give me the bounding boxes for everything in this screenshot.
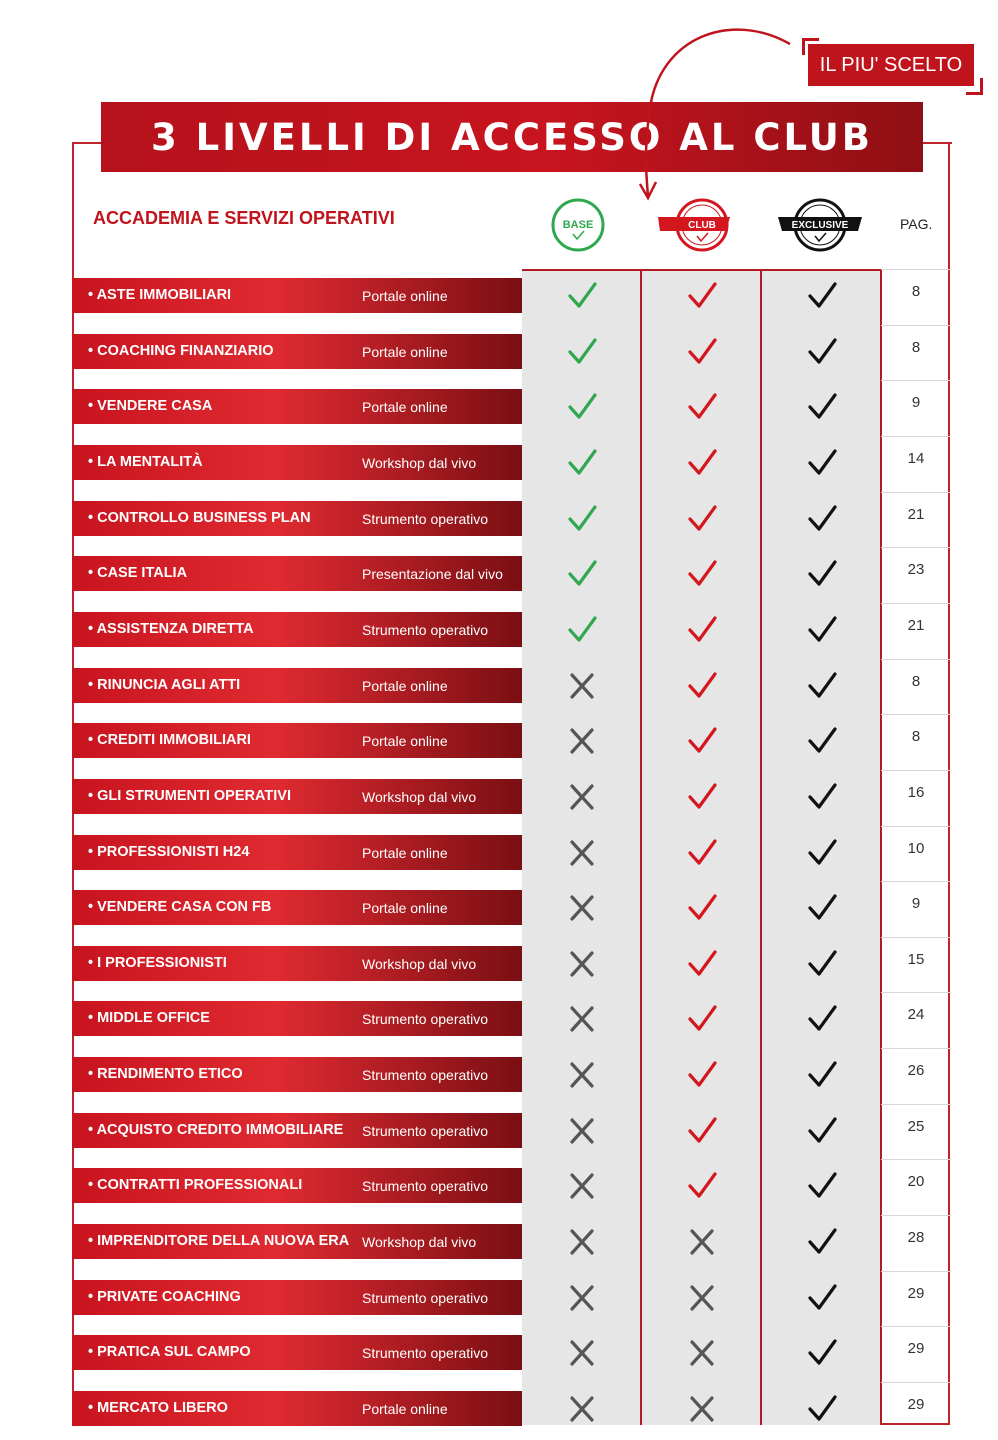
row-page-number: 28 xyxy=(881,1215,951,1270)
row-feature-name: • MIDDLE OFFICE xyxy=(88,1010,210,1027)
check-icon xyxy=(686,1004,718,1034)
check-icon xyxy=(566,615,598,645)
club-cell xyxy=(642,1171,761,1201)
row-feature-name: • PROFESSIONISTI H24 xyxy=(88,843,250,860)
row-page-number: 21 xyxy=(881,492,951,547)
row-page-number: 8 xyxy=(881,714,951,769)
row-page-number: 29 xyxy=(881,1326,951,1381)
check-icon xyxy=(686,838,718,868)
row-feature-name: • RINUNCIA AGLI ATTI xyxy=(88,676,241,693)
row-page-number: 8 xyxy=(881,325,951,380)
table-row xyxy=(72,946,950,981)
row-feature-name: • VENDERE CASA xyxy=(88,398,213,415)
exclusive-cell xyxy=(762,337,881,367)
row-feature-name: • IMPRENDITORE DELLA NUOVA ERA xyxy=(88,1233,350,1250)
check-icon xyxy=(566,281,598,311)
club-cell xyxy=(642,448,761,478)
cross-icon xyxy=(686,1338,718,1368)
cross-icon xyxy=(686,1394,718,1424)
page-column-header: PAG. xyxy=(900,216,933,232)
club-cell xyxy=(642,559,761,589)
base-cell xyxy=(522,1004,641,1034)
base-cell xyxy=(522,949,641,979)
check-icon xyxy=(806,1060,838,1090)
row-feature-name: • MERCATO LIBERO xyxy=(88,1400,228,1416)
row-band xyxy=(72,946,522,981)
row-feature-name: • CASE ITALIA xyxy=(88,565,188,582)
check-icon xyxy=(806,1394,838,1424)
club-cell xyxy=(642,671,761,701)
cross-icon xyxy=(566,671,598,701)
base-tier-logo xyxy=(548,197,608,253)
base-cell xyxy=(522,281,641,311)
check-icon xyxy=(686,782,718,812)
row-band xyxy=(72,1391,522,1426)
row-feature-name: • CREDITI IMMOBILIARI xyxy=(88,732,251,749)
check-icon xyxy=(806,1283,838,1313)
exclusive-cell xyxy=(762,392,881,422)
row-band xyxy=(72,1335,522,1370)
row-feature-type: Strumento operativo xyxy=(362,1011,489,1028)
base-cell xyxy=(522,893,641,923)
table-row xyxy=(72,835,950,870)
row-band xyxy=(72,835,522,870)
row-feature-name: • I PROFESSIONISTI xyxy=(88,954,227,971)
row-band xyxy=(72,334,522,369)
row-band xyxy=(72,1001,522,1036)
table-row xyxy=(72,1057,950,1092)
check-icon xyxy=(806,392,838,422)
cross-icon xyxy=(566,782,598,812)
exclusive-cell xyxy=(762,281,881,311)
check-icon xyxy=(806,949,838,979)
row-feature-type: Strumento operativo xyxy=(362,621,489,638)
curved-arrow-icon xyxy=(620,18,810,208)
row-band xyxy=(72,668,522,703)
columns-top-line xyxy=(522,269,880,271)
base-cell xyxy=(522,671,641,701)
row-feature-type: Strumento operativo xyxy=(362,1122,489,1139)
base-cell xyxy=(522,726,641,756)
table-row xyxy=(72,779,950,814)
check-icon xyxy=(806,1116,838,1146)
row-band xyxy=(72,501,522,536)
table-row xyxy=(72,501,950,536)
table-row xyxy=(72,334,950,369)
cross-icon xyxy=(566,893,598,923)
row-feature-name: • RENDIMENTO ETICO xyxy=(88,1066,243,1083)
table-row xyxy=(72,612,950,647)
base-cell xyxy=(522,1227,641,1257)
check-icon xyxy=(806,1227,838,1257)
row-page-number: 14 xyxy=(881,436,951,491)
check-icon xyxy=(686,615,718,645)
row-band xyxy=(72,389,522,424)
row-feature-name: • ASTE IMMOBILIARI xyxy=(88,287,232,303)
base-cell xyxy=(522,559,641,589)
row-page-number: 10 xyxy=(881,826,951,881)
row-feature-type: Strumento operativo xyxy=(362,1178,489,1195)
row-band xyxy=(72,779,522,814)
table-row xyxy=(72,890,950,925)
row-feature-type: Strumento operativo xyxy=(362,510,489,527)
exclusive-cell xyxy=(762,1394,881,1424)
cross-icon xyxy=(566,1394,598,1424)
club-cell xyxy=(642,782,761,812)
check-icon xyxy=(806,448,838,478)
club-cell xyxy=(642,1004,761,1034)
check-icon xyxy=(686,504,718,534)
check-icon xyxy=(686,1060,718,1090)
badge-corner xyxy=(966,78,983,95)
exclusive-cell xyxy=(762,559,881,589)
row-band xyxy=(72,723,522,758)
row-band xyxy=(72,1280,522,1315)
row-band xyxy=(72,556,522,591)
cross-icon xyxy=(686,1283,718,1313)
check-icon xyxy=(806,671,838,701)
table-row xyxy=(72,1113,950,1148)
row-page-number: 20 xyxy=(881,1159,951,1214)
cross-icon xyxy=(566,838,598,868)
base-tier-label: BASE xyxy=(562,219,594,231)
exclusive-cell xyxy=(762,1116,881,1146)
base-cell xyxy=(522,1338,641,1368)
row-feature-name: • CONTRATTI PROFESSIONALI xyxy=(88,1177,303,1194)
check-icon xyxy=(806,782,838,812)
club-cell xyxy=(642,1338,761,1368)
row-band xyxy=(72,445,522,480)
check-icon xyxy=(806,1004,838,1034)
cross-icon xyxy=(566,1227,598,1257)
row-page-number: 24 xyxy=(881,992,951,1047)
row-page-number: 8 xyxy=(881,269,951,324)
row-band xyxy=(72,278,522,313)
club-cell xyxy=(642,337,761,367)
row-page-number: 29 xyxy=(881,1271,951,1326)
check-icon xyxy=(686,559,718,589)
row-page-number: 25 xyxy=(881,1104,951,1159)
check-icon xyxy=(686,1171,718,1201)
cross-icon xyxy=(566,1004,598,1034)
check-icon xyxy=(806,726,838,756)
base-cell xyxy=(522,615,641,645)
check-icon xyxy=(686,337,718,367)
row-page-number: 8 xyxy=(881,659,951,714)
row-feature-name: • ACQUISTO CREDITO IMMOBILIARE xyxy=(88,1121,344,1138)
base-cell xyxy=(522,1060,641,1090)
check-icon xyxy=(806,504,838,534)
base-cell xyxy=(522,337,641,367)
frame-top-right-line xyxy=(922,142,952,144)
row-feature-name: • PRIVATE COACHING xyxy=(88,1288,241,1305)
row-feature-type: Portale online xyxy=(362,1401,448,1417)
base-cell xyxy=(522,1283,641,1313)
row-feature-type: Strumento operativo xyxy=(362,1345,489,1362)
row-page-number: 9 xyxy=(881,380,951,435)
club-cell xyxy=(642,1116,761,1146)
check-icon xyxy=(686,949,718,979)
club-cell xyxy=(642,281,761,311)
exclusive-cell xyxy=(762,448,881,478)
check-icon xyxy=(686,281,718,311)
row-feature-type: Portale online xyxy=(362,844,448,861)
cross-icon xyxy=(566,949,598,979)
check-icon xyxy=(566,392,598,422)
row-feature-name: • LA MENTALITÀ xyxy=(88,453,203,470)
exclusive-cell xyxy=(762,671,881,701)
table-row xyxy=(72,1224,950,1259)
check-icon xyxy=(806,893,838,923)
exclusive-cell xyxy=(762,1060,881,1090)
club-cell xyxy=(642,1227,761,1257)
row-feature-type: Workshop dal vivo xyxy=(362,454,477,471)
frame-top-left-line xyxy=(72,142,102,144)
exclusive-cell xyxy=(762,726,881,756)
base-cell xyxy=(522,448,641,478)
club-cell xyxy=(642,1394,761,1424)
exclusive-cell xyxy=(762,1227,881,1257)
row-feature-type: Workshop dal vivo xyxy=(362,955,477,972)
row-band xyxy=(72,1224,522,1259)
row-band xyxy=(72,1113,522,1148)
club-cell xyxy=(642,949,761,979)
check-icon xyxy=(806,1171,838,1201)
club-cell xyxy=(642,392,761,422)
exclusive-cell xyxy=(762,615,881,645)
club-cell xyxy=(642,615,761,645)
row-feature-name: • PRATICA SUL CAMPO xyxy=(88,1344,251,1361)
base-cell xyxy=(522,1116,641,1146)
base-cell xyxy=(522,838,641,868)
club-tier-logo xyxy=(658,197,738,253)
exclusive-cell xyxy=(762,1171,881,1201)
club-cell xyxy=(642,838,761,868)
check-icon xyxy=(686,392,718,422)
club-cell xyxy=(642,1283,761,1313)
row-feature-type: Portale online xyxy=(362,343,448,360)
row-feature-type: Portale online xyxy=(362,900,448,917)
row-feature-type: Strumento operativo xyxy=(362,1289,489,1306)
row-page-number: 16 xyxy=(881,770,951,825)
table-row xyxy=(72,389,950,424)
row-band xyxy=(72,1168,522,1203)
row-feature-name: • ASSISTENZA DIRETTA xyxy=(88,620,254,637)
exclusive-cell xyxy=(762,949,881,979)
popular-badge: IL PIU' SCELTO xyxy=(808,44,974,86)
check-icon xyxy=(686,448,718,478)
club-cell xyxy=(642,893,761,923)
row-feature-name: • GLI STRUMENTI OPERATIVI xyxy=(88,787,291,804)
check-icon xyxy=(566,559,598,589)
row-page-number: 9 xyxy=(881,881,951,936)
exclusive-cell xyxy=(762,1004,881,1034)
check-icon xyxy=(806,559,838,589)
row-feature-type: Portale online xyxy=(362,288,448,304)
table-row xyxy=(72,445,950,480)
row-page-number: 21 xyxy=(881,603,951,658)
row-band xyxy=(72,1057,522,1092)
base-cell xyxy=(522,504,641,534)
exclusive-tier-label: EXCLUSIVE xyxy=(791,220,849,231)
base-cell xyxy=(522,782,641,812)
cross-icon xyxy=(686,1227,718,1257)
check-icon xyxy=(806,1338,838,1368)
exclusive-tier-logo xyxy=(778,197,862,253)
base-cell xyxy=(522,1171,641,1201)
section-title: ACCADEMIA E SERVIZI OPERATIVI xyxy=(93,208,395,228)
check-icon xyxy=(806,281,838,311)
table-row xyxy=(72,1001,950,1036)
club-tier-label: CLUB xyxy=(688,220,716,231)
check-icon xyxy=(806,838,838,868)
row-feature-type: Portale online xyxy=(362,733,448,750)
row-band xyxy=(72,890,522,925)
row-band xyxy=(72,612,522,647)
check-icon xyxy=(806,615,838,645)
row-feature-type: Strumento operativo xyxy=(362,1067,489,1084)
row-feature-type: Presentazione dal vivo xyxy=(362,566,503,583)
row-feature-type: Workshop dal vivo xyxy=(362,1234,477,1251)
check-icon xyxy=(806,337,838,367)
page-title: 3 LIVELLI DI ACCESSO AL CLUB xyxy=(101,102,923,172)
check-icon xyxy=(686,671,718,701)
table-row xyxy=(72,1391,950,1426)
row-page-number: 15 xyxy=(881,937,951,992)
row-feature-name: • COACHING FINANZIARIO xyxy=(88,342,274,359)
cross-icon xyxy=(566,726,598,756)
row-feature-name: • VENDERE CASA CON FB xyxy=(88,899,272,916)
cross-icon xyxy=(566,1338,598,1368)
exclusive-cell xyxy=(762,504,881,534)
cross-icon xyxy=(566,1171,598,1201)
cross-icon xyxy=(566,1116,598,1146)
club-cell xyxy=(642,1060,761,1090)
row-page-number: 23 xyxy=(881,547,951,602)
check-icon xyxy=(566,448,598,478)
table-row xyxy=(72,278,950,313)
club-cell xyxy=(642,504,761,534)
table-row xyxy=(72,1280,950,1315)
exclusive-cell xyxy=(762,838,881,868)
row-feature-type: Workshop dal vivo xyxy=(362,788,477,805)
table-row xyxy=(72,723,950,758)
club-cell xyxy=(642,726,761,756)
exclusive-cell xyxy=(762,782,881,812)
check-icon xyxy=(566,504,598,534)
table-row xyxy=(72,556,950,591)
row-page-number: 26 xyxy=(881,1048,951,1103)
row-feature-type: Portale online xyxy=(362,677,448,694)
cross-icon xyxy=(566,1283,598,1313)
table-row xyxy=(72,1335,950,1370)
base-cell xyxy=(522,392,641,422)
check-icon xyxy=(686,726,718,756)
exclusive-cell xyxy=(762,1283,881,1313)
table-row xyxy=(72,1168,950,1203)
row-page-number: 29 xyxy=(881,1382,951,1437)
check-icon xyxy=(566,337,598,367)
check-icon xyxy=(686,1116,718,1146)
cross-icon xyxy=(566,1060,598,1090)
base-cell xyxy=(522,1394,641,1424)
exclusive-cell xyxy=(762,1338,881,1368)
check-icon xyxy=(686,893,718,923)
exclusive-cell xyxy=(762,893,881,923)
row-feature-name: • CONTROLLO BUSINESS PLAN xyxy=(88,509,311,526)
table-row xyxy=(72,668,950,703)
row-feature-type: Portale online xyxy=(362,399,448,416)
